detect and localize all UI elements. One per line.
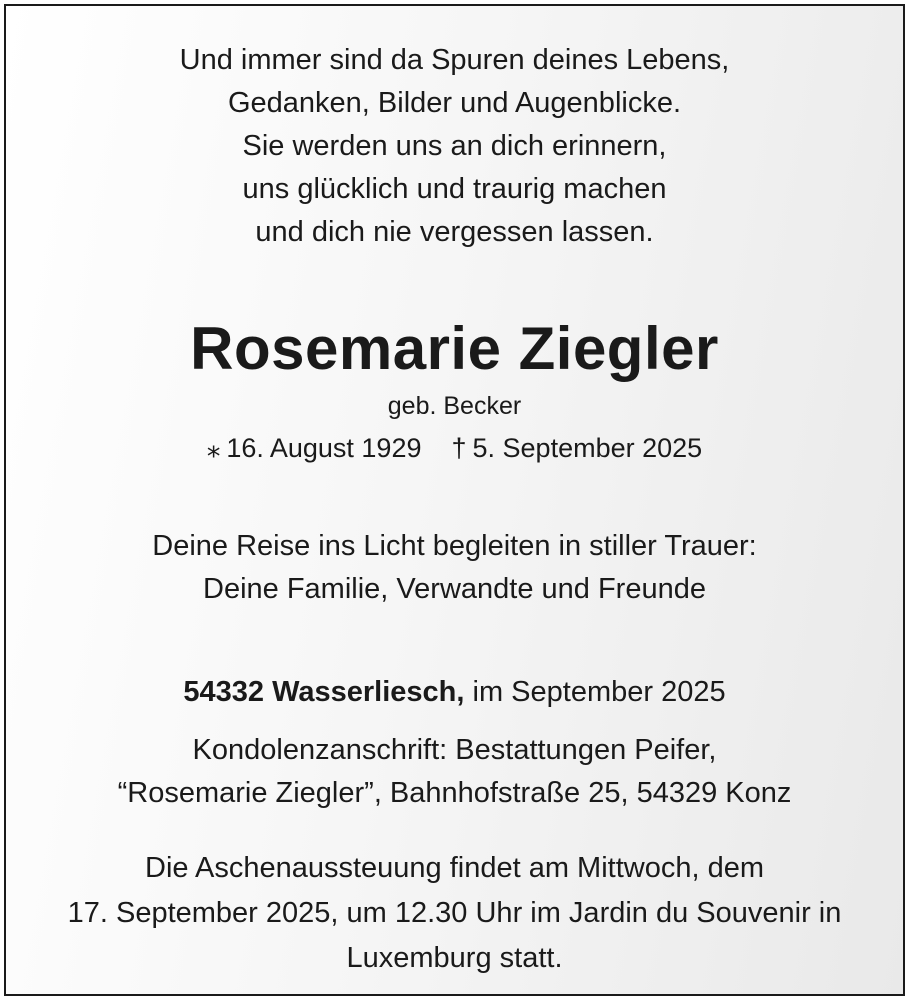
service-line: Die Aschenaussteuung findet am Mittwoch, dem <box>145 852 764 884</box>
mourners-line: Deine Reise ins Licht begleiten in stiller Trauer: <box>152 530 757 562</box>
birth-date: 16. August 1929 <box>226 433 422 463</box>
poem-line: Sie werden uns an dich erinnern, <box>242 130 667 162</box>
condolence-address <box>6 729 903 815</box>
service-line: Luxemburg statt. <box>346 942 563 974</box>
birth-star-icon: ⁎ <box>206 433 221 463</box>
deceased-name: Rosemarie Ziegler <box>190 315 719 382</box>
condolence-line: Kondolenzanschrift: Bestattungen Peifer, <box>192 734 717 766</box>
death-cross-icon: † <box>451 433 467 463</box>
poem-line: Und immer sind da Spuren deines Lebens, <box>179 44 730 76</box>
death-date: 5. September 2025 <box>472 433 703 463</box>
service-line: 17. September 2025, um 12.30 Uhr im Jardin du Souvenir in <box>67 897 842 929</box>
mourners-line: Deine Familie, Verwandte und Freunde <box>203 573 706 605</box>
poem-line: uns glücklich und traurig machen <box>242 173 667 205</box>
memorial-poem <box>6 39 903 254</box>
place-and-date <box>6 672 903 712</box>
mourners-text <box>6 525 903 611</box>
poem-line: und dich nie vergessen lassen. <box>255 216 654 248</box>
poem-line: Gedanken, Bilder und Augenblicke. <box>227 87 682 119</box>
place-location: 54332 Wasserliesch, <box>183 676 465 708</box>
service-information <box>6 846 903 981</box>
maiden-name: geb. Becker <box>387 392 522 420</box>
place-date: im September 2025 <box>472 676 726 708</box>
obituary-notice <box>4 4 905 996</box>
condolence-line: “Rosemarie Ziegler”, Bahnhofstraße 25, 54329 Konz <box>117 777 792 809</box>
life-dates <box>6 430 903 466</box>
